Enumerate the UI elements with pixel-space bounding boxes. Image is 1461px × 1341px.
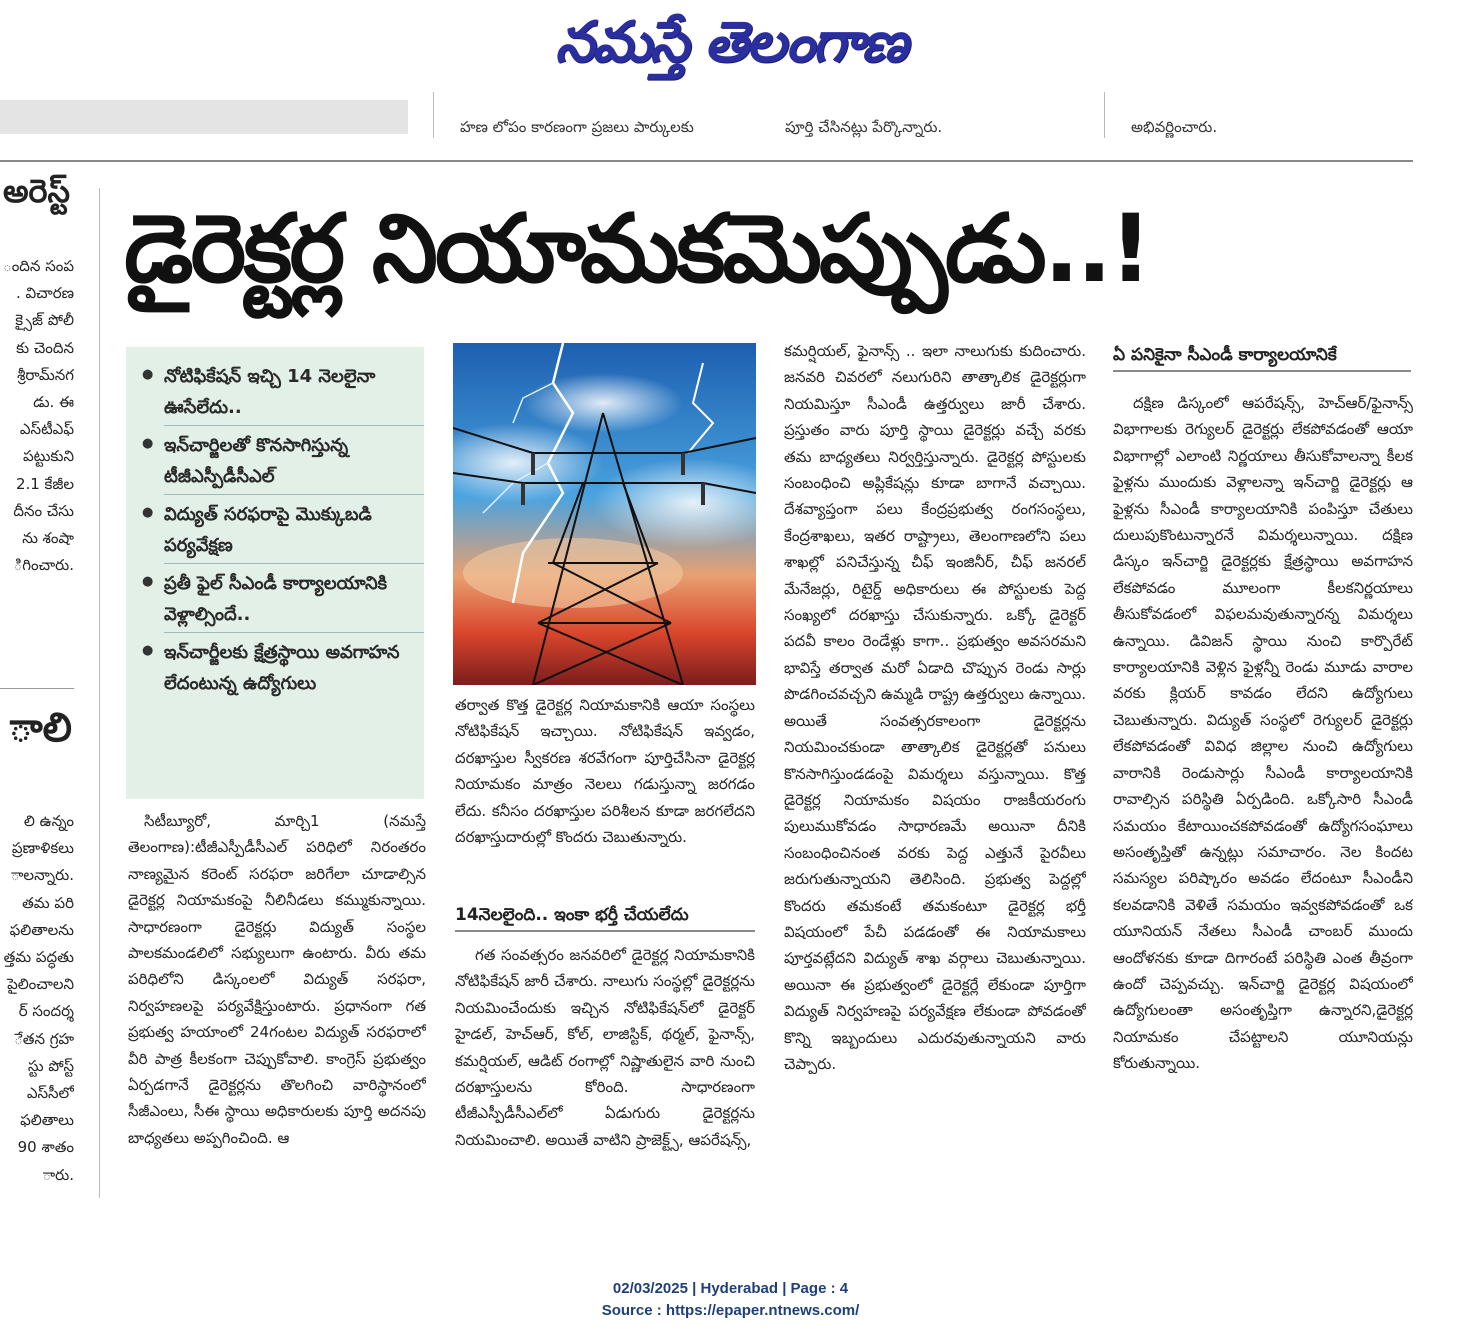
- text-line: కు చెందిన: [16, 338, 74, 357]
- text-line: ప్రణాళికలు: [11, 839, 74, 858]
- text-line: క్సైజ్ పోలీ: [15, 311, 74, 330]
- transmission-tower-image: [453, 343, 756, 685]
- text-line: లి ఉన్నం: [23, 812, 74, 830]
- article-col-2: [455, 692, 755, 850]
- paragraph: కమర్షియల్, ఫైనాన్స్ .. ఇలా నాలుగుకు కుదించారు. జనవరి చివరలో నలుగురిని తాత్కాలిక డైరెక్టర్లుగా నియమిస్తూ సీఎండీ ఉత్తర్వులు జారీ చేశారు. ప్రస్తుతం వారు పూర్తి స్థాయి డైరెక్టర్లు వచ్చే వరకు తమ బాధ్యతలు నిర్వర్తిస్తున్నారు. డైరెక్టర్ల పోస్టులకు సంబంధించి అప్లికేషన్లు కూడా బాగానే వచ్చాయి. దేశవ్యాప్తంగా పలు కేంద్రప్రభుత్వ రంగసంస్థలు, కేంద్రశాఖలు, ఇతర రాష్ట్రాలు, తెలంగాణలోని పలు శాఖల్లో పనిచేస్తున్న చీఫ్ ఇంజినీర్, చీఫ్ జనరల్ మేనేజర్లు, రిటైర్డ్ అధికారులు ఈ పోస్టులకు పెద్ద సంఖ్యలో దరఖాస్తు చేసుకున్నారు. ఒక్కో డైరెక్టర్ పదవీ కాలం రెండేళ్లు కాగా.. ప్రభుత్వం అవసరమని భావిస్తే తర్వాత మరో ఏడాది చొప్పున రెండు సార్లు పొడగించవచ్చని ఉమ్మడి రాష్ట్ర ఉత్తర్వులు ఉన్నాయి. అయితే సంవత్సరకాలంగా డైరెక్టర్లను నియమించకుండా తాత్కాలిక డైరెక్టర్లతో పనులు కొనసాగిస్తుండడంపై విమర్శలు వస్తున్నాయి. కొత్త డైరెక్టర్ల నియామకం విషయం రాజకీయరంగు పులుముకోవడం సాధారణమే అయినా దీనికి సంబంధించినంత వరకు పెద్ద ఎత్తునే పైరవీలు జరుగుతున్నాయని తెలిసింది. ప్రభుత్వ పెద్దల్లో కొందరు తమకంటే తమకంటూ డైరెక్టర్ల భర్తీ విషయంలో పేచీ పడడంతో ఈ నియామకాలు పూర్తవట్లేదని విద్యుత్ శాఖ వర్గాలు చెబుతున్నాయి. అయినా ఈ ప్రభుత్వంలో డైరెక్టర్లే లేకుండా పూర్తిగా విద్యుత్ నిర్వహణపై పర్యవేక్షణ లేకుండా పోవడంతో కొన్ని ఇబ్బందులు ఎదురవుతున్నాయని వారు చెప్పారు.: [784, 342, 1086, 1073]
- article-col-3: [784, 338, 1086, 1077]
- text-line: ందిన సంప: [3, 257, 74, 275]
- text-line: 2.1 కేజీల: [15, 474, 74, 493]
- column-divider: [433, 92, 434, 138]
- previous-article-box: [0, 100, 408, 134]
- text-line: ఫలితాలు: [20, 1111, 74, 1130]
- paragraph: గత సంవత్సరం జనవరిలో డైరెక్టర్ల నియామకానికి నోటిఫికేషన్ జారీ చేశారు. నాలుగు సంస్థల్లో డైరెక్టర్లను నియమించేందుకు ఇచ్చిన నోటిఫికేషన్‌లో డైరెక్టర్ హైడల్, హెచ్ఆర్, కోల్, లాజిస్టిక్, థర్మల్, ఫైనాన్స్, కమర్షియల్, ఆడిట్ రంగాల్లో నిష్ణాతులైన వారి నుంచి దరఖాస్తులను కోరింది. సాధారణంగా టీజీఎస్పీడీసీఎల్‌లో ఏడుగురు డైరెక్టర్లను నియమించాలి. అయితే వాటిని ప్రాజెక్ట్స్, ఆపరేషన్స్,: [455, 946, 755, 1149]
- masthead: [0, 0, 1461, 84]
- text-line: ేతన గ్రహ: [14, 1029, 74, 1048]
- paragraph: తర్వాత కొత్త డైరెక్టర్ల నియామకానికి ఆయా సంస్థలు నోటిఫికేషన్ ఇచ్చాయి. నోటిఫికేషన్ ఇవ్వడం, దరఖాస్తుల స్వీకరణ శరవేగంగా పూర్తిచేసినా డైరెక్టర్ల నియామకం మాత్రం నెలలు గడుస్తున్నా జరగడం లేదు. కనీసం దరఖాస్తుల పరిశీలన కూడా జరగలేదని దరఖాస్తుదారుల్లో కొందరు చెబుతున్నారు.: [455, 696, 755, 847]
- highlight-item: ● ఇన్‌చార్జిలతో కొనసాగిస్తున్న టీజీఎస్పీడీసీఎల్: [140, 430, 424, 495]
- sub-heading-cmd-office: ఏ పనికైనా సీఎండీ కార్యాలయానికే: [1113, 340, 1411, 372]
- top-strip-col2: హణ లోపం కారణంగా ప్రజలు పార్కులకు: [460, 118, 694, 136]
- article-col-4: [1113, 390, 1413, 1077]
- text-line: త్తమ పద్ధతు: [3, 948, 74, 967]
- top-strip-col4: అభివర్ణించారు.: [1131, 118, 1218, 136]
- newspaper-logo: నమస్తే తెలంగాణ: [555, 10, 906, 75]
- section-divider: [0, 160, 1413, 162]
- paragraph: సిటీబ్యూరో, మార్చి1 (నమస్తే తెలంగాణ):టీజీఎస్పీడీసీఎల్ పరిధిలో నిరంతరం నాణ్యమైన కరెంట్ సరఫరా జరిగేలా చూడాల్సిన డైరెక్టర్ల నియామకంపై నీలినీడలు కమ్ముకున్నాయి. సాధారణంగా డైరెక్టర్లు విద్యుత్ సంస్థల పాలకమండలిలో సభ్యులుగా ఉంటారు. వీరు తమ పరిధిలోని డిస్కంలలో విద్యుత్ సరఫరా, నిర్వహణలపై పర్యవేక్షిస్తుంటారు. ప్రధానంగా గత ప్రభుత్వ హయాంలో 24గంటల విద్యుత్ సరఫరాలో వీరి పాత్ర కీలకంగా చెప్పుకోవాలి. కాంగ్రెస్ ప్రభుత్వం ఏర్పడగానే డైరెక్టర్లను తొలగించి వారిస్థానంలో సీజీఎంలు, సీఈ స్థాయి అధికారులకు పూర్తి అదనపు బాధ్యతలు అప్పగించింది. ఆ: [128, 812, 426, 1147]
- text-line: ఎస్‌సీలో: [26, 1084, 74, 1103]
- paragraph: దక్షిణ డిస్కంలో ఆపరేషన్స్, హెచ్ఆర్/ఫైనాన్స్ విభాగాలకు రెగ్యులర్ డైరెక్టర్లు లేకపోవడంతో ఆయా విభాగాల్లో ఎలాంటి నిర్ణయాలు తీసుకోవాలన్నా కీలక ఫైళ్లను ముందుకు వెళ్లాలన్నా ఇన్‌చార్జి డైరెక్టర్లు ఆ ఫైళ్లను సీఎండీ కార్యాలయానికి పంపిస్తూ చేతులు దులుపుకొంటున్నారనే విమర్శలున్నాయి. దక్షిణ డిస్కం ఇన్‌చార్జి డైరెక్టర్లకు క్షేత్రస్థాయి అవగాహన లేకపోవడం మూలంగా కీలకనిర్ణయాలు తీసుకోవడంలో విఫలమవుతున్నారన్న విమర్శలు ఉన్నాయి. డివిజన్ స్థాయి నుంచి కార్పొరేట్ కార్యాలయానికి వెళ్లిన ఫైళ్లన్నీ రెండు మూడు వారాల వరకు క్లియర్ కావడం లేదని ఉద్యోగులు చెబుతున్నారు. విద్యుత్ సంస్థలో రెగ్యులర్ డైరెక్టర్లు లేకపోవడంతో వివిధ జిల్లాల నుంచి ఉద్యోగులు వారానికి రెండుసార్లు సీఎండీ కార్యాలయానికి రావాల్సిన పరిస్థితి ఏర్పడింది. ఒక్కోసారి సీఎండీ సమయం కేటాయించకపోవడంతో ఉద్యోగసంఘాలు అసంతృప్తితో ఉన్నట్లు సమాచారం. నెల కిందట సమస్యల పరిష్కారం అవడం లేదంటూ సీఎండీని కలవడానికి వెళితే సమయం ఇవ్వకపోవడంతో ఒక యూనియన్ నేతలు సీఎండీ చాంబర్ ముందు ఆందోళనకు కూడా దిగారంటే పరిస్థితి ఎంత తీవ్రంగా ఉందో చెప్పవచ్చు. ఇన్‌చార్జి డైరెక్టర్ల విషయంలో ఉద్యోగులంతా అసంతృప్తిగా ఉన్నారని,డైరెక్టర్ల నియామకం చేపట్టాలని యూనియన్లు కోరుతున్నాయి.: [1113, 394, 1413, 1073]
- power-tower-photo: [453, 343, 756, 685]
- headline: డైరెక్టర్ల నియామకమెప్పుడు..!: [124, 195, 1150, 304]
- left-col-heading-2: ాలి: [9, 705, 72, 751]
- highlight-item: ● ఇన్‌చార్జీలకు క్షేత్రస్థాయి అవగాహన లేదంటున్న ఉద్యోగులు: [140, 637, 424, 701]
- text-line: ను శంషా: [22, 529, 74, 548]
- text-line: ఫలితాలను: [9, 920, 74, 939]
- text-line: 90 శాతం: [17, 1138, 74, 1157]
- highlight-item: ● విద్యుత్ సరఫరాపై మొక్కుబడి పర్యవేక్షణ: [140, 499, 424, 564]
- text-line: ారు.: [42, 1165, 74, 1184]
- text-line: పట్టుకుని: [23, 447, 74, 466]
- text-line: స్టు పోస్ట్: [27, 1056, 74, 1075]
- text-line: తమ పరి: [22, 893, 74, 912]
- highlight-item: ● ప్రతీ ఫైల్ సీఎండీ కార్యాలయానికి వెళ్లాల్సిందే..: [140, 568, 424, 633]
- text-line: ర్ సందర్శ: [18, 1002, 74, 1021]
- text-line: డు. ఈ: [33, 393, 74, 412]
- article-col-1: [128, 808, 426, 1151]
- edition-info: 02/03/2025 | Hyderabad | Page : 4: [612, 1280, 849, 1297]
- text-line: ాలన్నారు.: [10, 866, 74, 885]
- left-col-heading-1: అరెస్ట్: [2, 172, 70, 210]
- left-col-body-2: [0, 808, 74, 1189]
- highlights-box: [126, 347, 424, 799]
- column-divider: [1104, 92, 1105, 138]
- article-col-2b: [455, 942, 755, 1153]
- top-strip-col3: పూర్తి చేసినట్లు పేర్కొన్నారు.: [785, 118, 943, 136]
- text-line: దీనం చేసు: [13, 501, 74, 520]
- text-line: . విచారణ: [15, 284, 74, 303]
- text-line: శ్రీరామ్‌నగ: [17, 365, 74, 384]
- left-col-body-1: [0, 253, 74, 579]
- text-line: ఎస్‌టీఎఫ్: [19, 420, 74, 439]
- text-line: పైలించాలని: [7, 975, 74, 994]
- text-line: ిగించారు.: [13, 556, 74, 575]
- page-footer: [0, 1278, 1461, 1322]
- left-col-divider: [0, 688, 74, 689]
- sub-heading-14-months: 14నెలలైంది.. ఇంకా భర్తీ చేయలేదు: [455, 900, 755, 932]
- highlight-item: ● నోటిఫికేషన్ ఇచ్చి 14 నెలలైనా ఊసేలేదు..: [140, 361, 424, 426]
- column-divider: [99, 188, 100, 1198]
- source-link[interactable]: Source : https://epaper.ntnews.com/: [601, 1302, 860, 1319]
